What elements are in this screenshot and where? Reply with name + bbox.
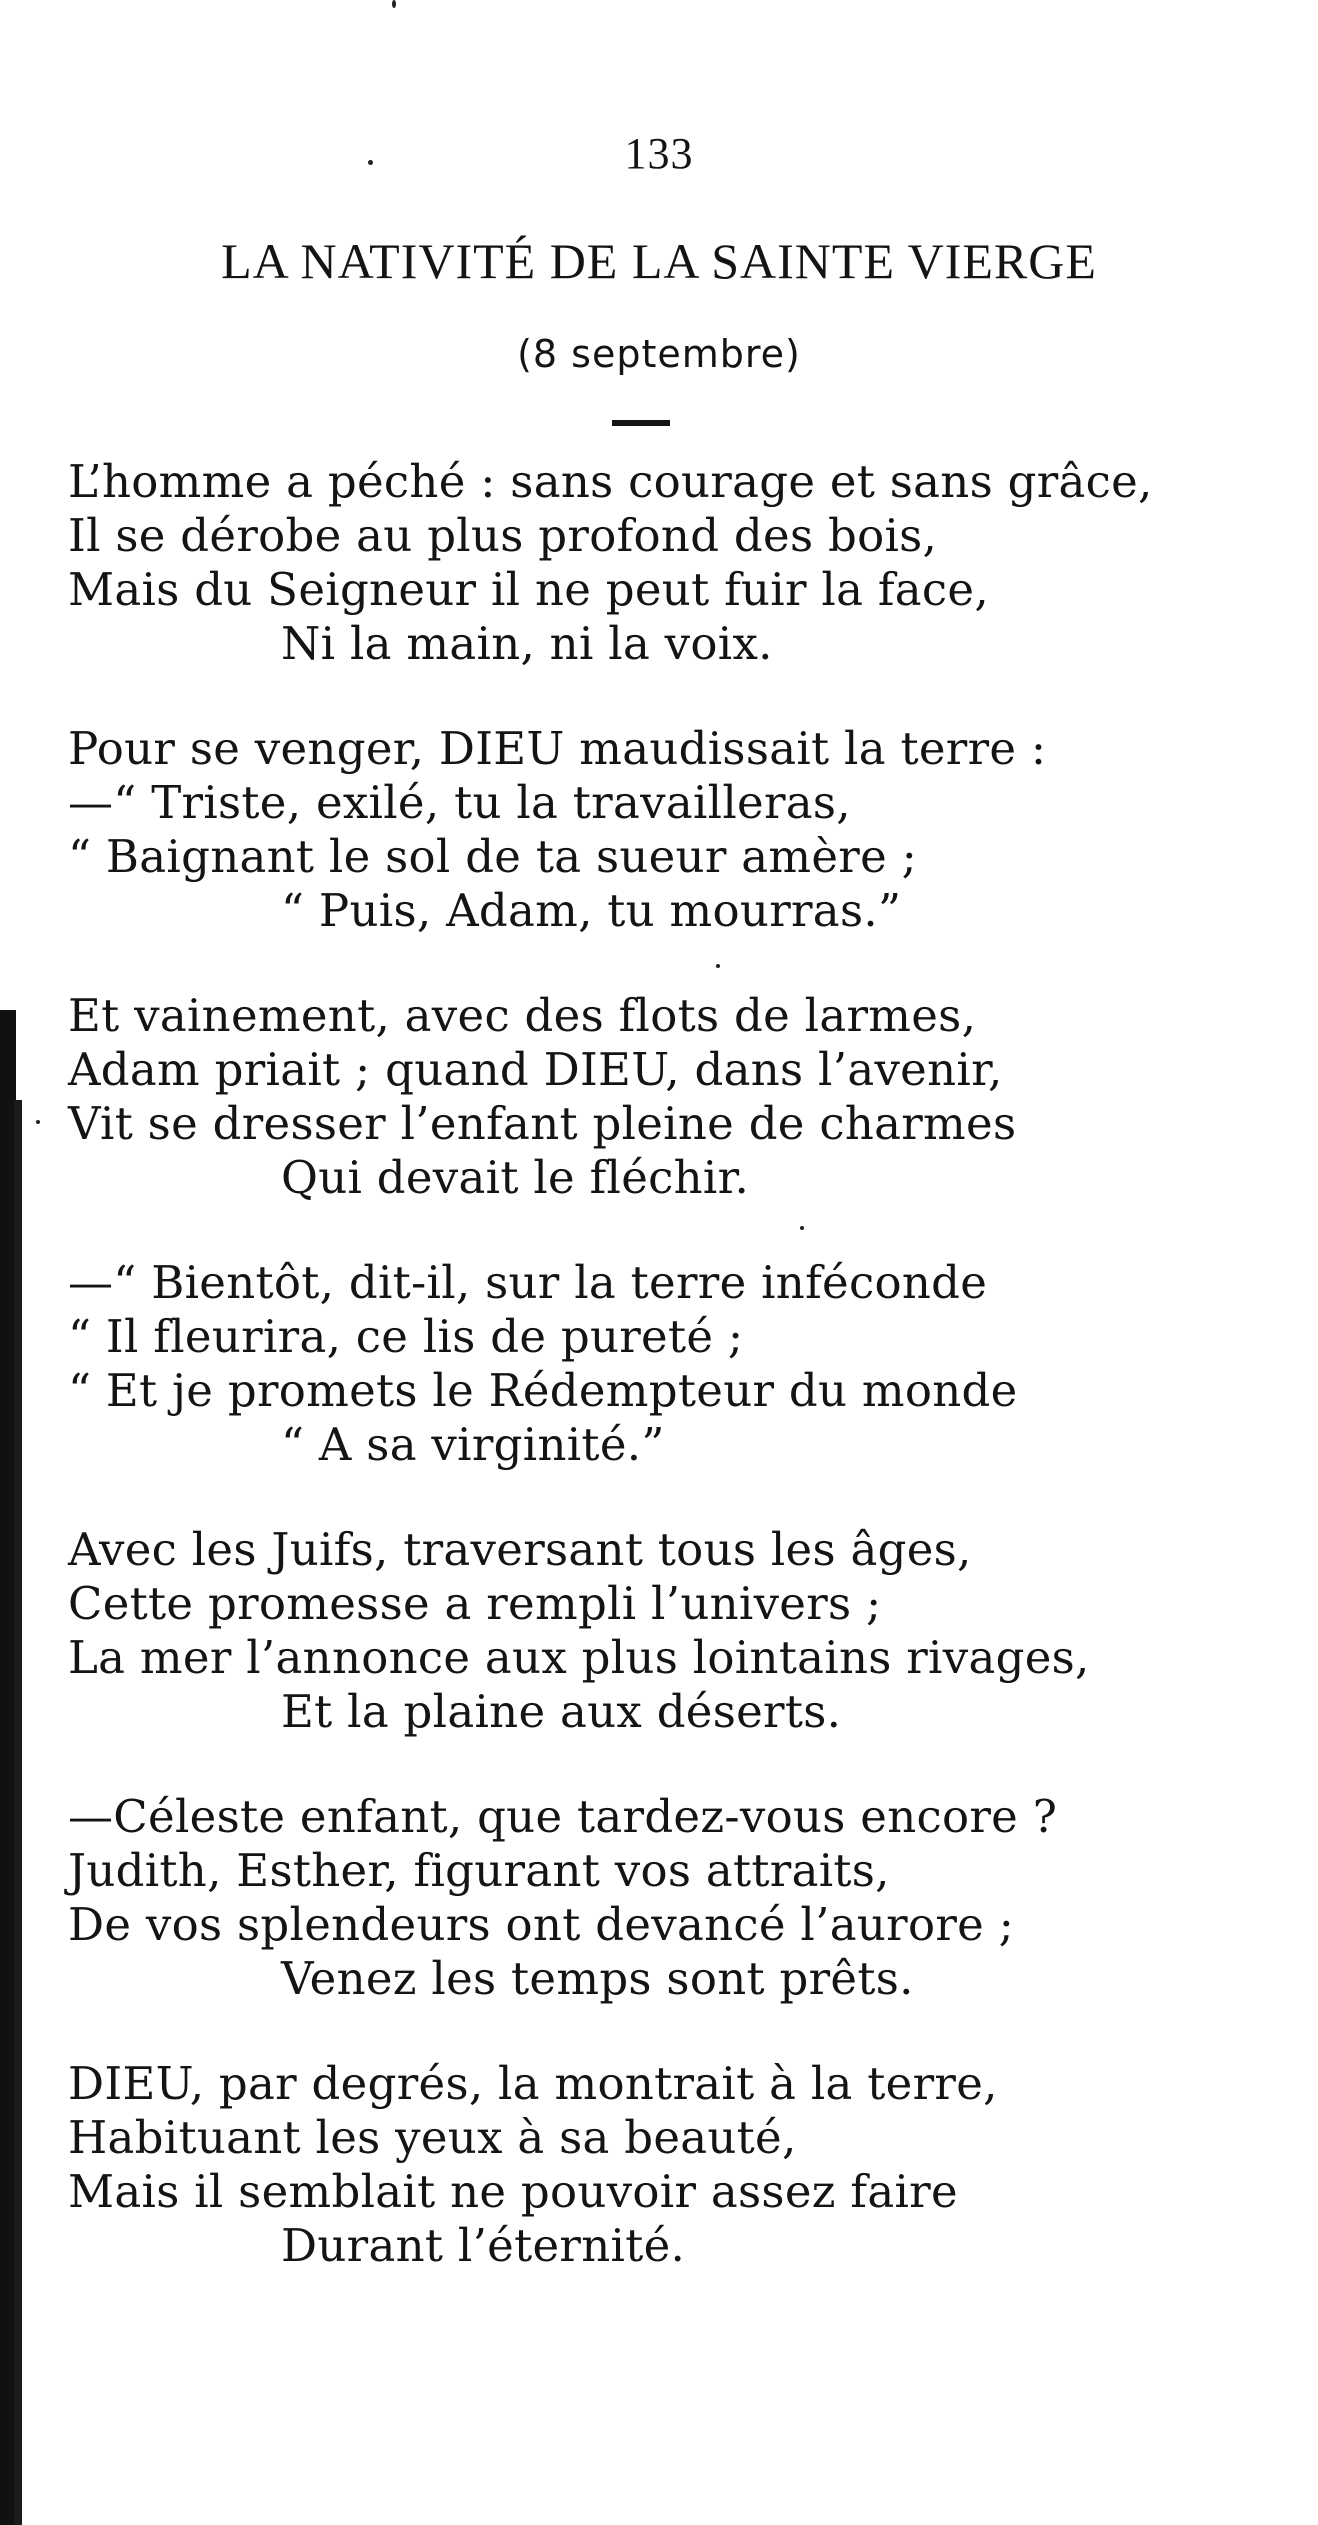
poem-refrain-line: “ Puis, Adam, tu mourras.” xyxy=(281,884,902,937)
poem-line: L’homme a péché : sans courage et sans grâce, xyxy=(68,455,1153,508)
poem-refrain-line: Ni la main, ni la voix. xyxy=(281,617,773,670)
poem-line: Avec les Juifs, traversant tous les âges, xyxy=(68,1523,972,1576)
poem-stanza xyxy=(68,1523,1268,1739)
poem-line: Il se dérobe au plus profond des bois, xyxy=(68,509,938,562)
poem-stanza xyxy=(68,722,1268,938)
page-title: LA NATIVITÉ DE LA SAINTE VIERGE xyxy=(221,233,1097,289)
poem-body xyxy=(68,455,1268,2324)
poem-stanza xyxy=(68,2057,1268,2273)
poem-line: La mer l’annonce aux plus lointains rivages, xyxy=(68,1631,1090,1684)
poem-line: “ Baignant le sol de ta sueur amère ; xyxy=(68,830,918,883)
poem-line: De vos splendeurs ont devancé l’aurore ; xyxy=(68,1898,1015,1951)
poem-line: Adam priait ; quand DIEU, dans l’avenir, xyxy=(68,1043,1003,1096)
poem-line: Pour se venger, DIEU maudissait la terre : xyxy=(68,722,1047,775)
poem-refrain-line: Et la plaine aux déserts. xyxy=(281,1685,842,1738)
poem-line: DIEU, par degrés, la montrait à la terre, xyxy=(68,2057,998,2110)
page-number: 133 xyxy=(624,129,694,178)
poem-line: Et vainement, avec des flots de larmes, xyxy=(68,989,977,1042)
poem-refrain-line: Venez les temps sont prêts. xyxy=(281,1952,914,2005)
poem-line: Mais il semblait ne pouvoir assez faire xyxy=(68,2165,958,2218)
poem-line: —“ Bientôt, dit-il, sur la terre inféconde xyxy=(68,1256,988,1309)
poem-line: —Céleste enfant, que tardez-vous encore ? xyxy=(68,1790,1058,1843)
title-separator-rule xyxy=(612,420,670,426)
poem-stanza xyxy=(68,1790,1268,2006)
poem-line: Cette promesse a rempli l’univers ; xyxy=(68,1577,882,1630)
poem-line: “ Et je promets le Rédempteur du monde xyxy=(68,1364,1018,1417)
page-subtitle: (8 septembre) xyxy=(517,332,801,376)
poem-line: “ Il fleurira, ce lis de pureté ; xyxy=(68,1310,744,1363)
poem-line: Habituant les yeux à sa beauté, xyxy=(68,2111,797,2164)
poem-stanza xyxy=(68,989,1268,1205)
print-speck xyxy=(392,0,396,8)
poem-line: —“ Triste, exilé, tu la travailleras, xyxy=(68,776,851,829)
poem-refrain-line: Durant l’éternité. xyxy=(281,2219,686,2272)
poem-stanza xyxy=(68,1256,1268,1472)
poem-refrain-line: “ A sa virginité.” xyxy=(281,1418,665,1471)
poem-stanza xyxy=(68,455,1268,671)
poem-line: Vit se dresser l’enfant pleine de charmes xyxy=(68,1097,1017,1150)
print-speck xyxy=(36,1120,40,1124)
poem-line: Mais du Seigneur il ne peut fuir la face, xyxy=(68,563,989,616)
poem-line: Judith, Esther, figurant vos attraits, xyxy=(68,1844,890,1897)
poem-refrain-line: Qui devait le fléchir. xyxy=(281,1151,750,1204)
page-binding-shadow xyxy=(14,1100,22,2525)
